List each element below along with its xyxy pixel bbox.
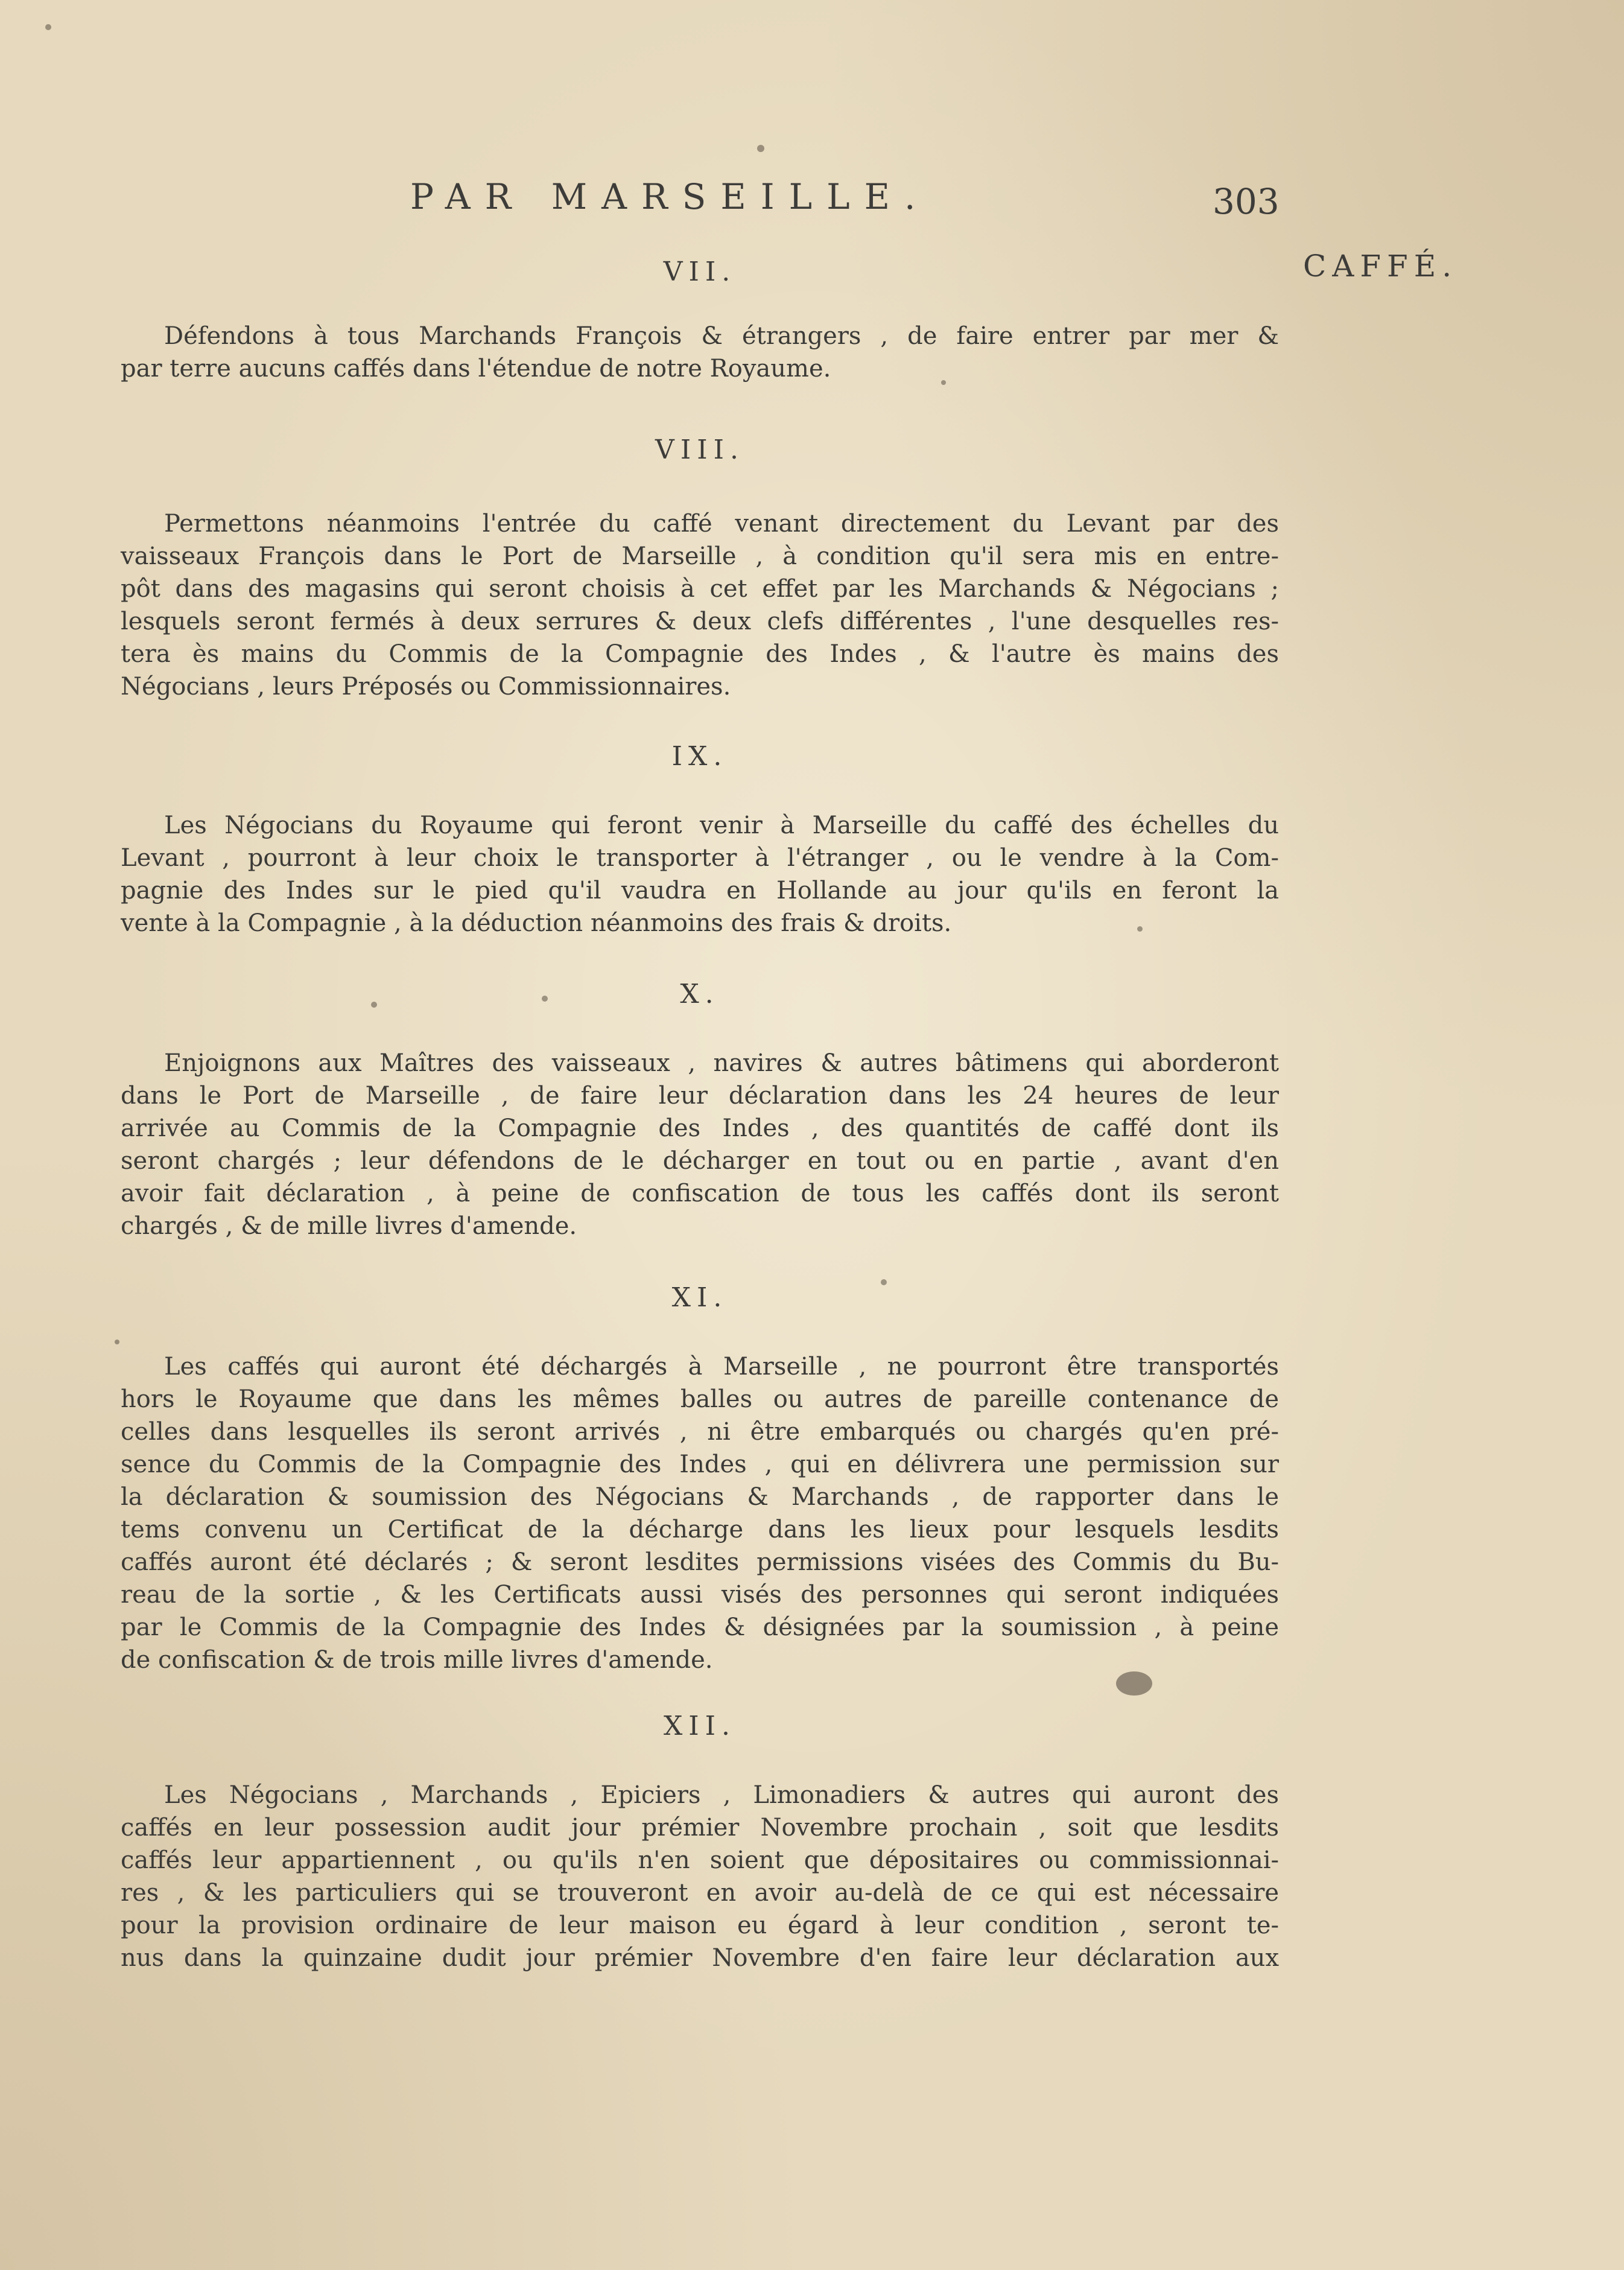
text-line: Défendons à tous Marchands François & étrangers , de faire entrer par mer & <box>164 322 1279 350</box>
text-line: Enjoignons aux Maîtres des vaisseaux , navires & autres bâtimens qui aborderont <box>164 1049 1279 1077</box>
text-line: avoir fait déclaration , à peine de confiscation de tous les caffés dont ils seront <box>121 1180 1279 1207</box>
paper-speck <box>542 996 548 1002</box>
text-line: reau de la sortie , & les Certificats aussi visés des personnes qui seront indiquées <box>121 1581 1279 1609</box>
text-line: vaisseaux François dans le Port de Marseille , à condition qu'il sera mis en entre- <box>121 542 1279 570</box>
text-line: Les Négocians , Marchands , Epiciers , Limonadiers & autres qui auront des <box>164 1781 1279 1809</box>
article-body <box>121 1047 1279 1242</box>
text-line: pour la provision ordinaire de leur maison eu égard à leur condition , seront te- <box>121 1912 1279 1939</box>
article-xii <box>121 1711 1279 1974</box>
article-heading: XI. <box>671 1282 728 1313</box>
article-body <box>121 507 1279 703</box>
text-line: vente à la Compagnie , à la déduction néanmoins des frais & droits. <box>121 909 952 937</box>
text-line: tera ès mains du Commis de la Compagnie des Indes , & l'autre ès mains des <box>121 640 1279 668</box>
text-line: par terre aucuns caffés dans l'étendue de notre Royaume. <box>121 355 831 383</box>
text-line: Négocians , leurs Préposés ou Commissionnaires. <box>121 673 731 701</box>
paper-speck <box>1137 926 1143 932</box>
text-line: caffés en leur possession audit jour prémier Novembre prochain , soit que lesdits <box>121 1814 1279 1842</box>
article-ix <box>121 741 1279 939</box>
running-head: PAR MARSEILLE. <box>410 176 930 217</box>
text-line: arrivée au Commis de la Compagnie des Indes , des quantités de caffé dont ils <box>121 1114 1279 1142</box>
text-line: celles dans lesquelles ils seront arrivés , ni être embarqués ou chargés qu'en pré- <box>121 1418 1279 1446</box>
paper-speck <box>757 145 764 152</box>
text-line: nus dans la quinzaine dudit jour prémier Novembre d'en faire leur déclaration aux <box>121 1944 1279 1972</box>
text-line: dans le Port de Marseille , de faire leur déclaration dans les 24 heures de leur <box>121 1082 1279 1110</box>
text-line: res , & les particuliers qui se trouveront en avoir au-delà de ce qui est nécessaire <box>121 1879 1279 1907</box>
article-heading: VIII. <box>655 434 744 465</box>
text-line: Les caffés qui auront été déchargés à Marseille , ne pourront être transportés <box>164 1353 1279 1381</box>
paper-speck <box>371 1002 377 1008</box>
text-line: tems convenu un Certificat de la décharge dans les lieux pour lesquels lesdits <box>121 1516 1279 1544</box>
text-line: par le Commis de la Compagnie des Indes & désignées par la soumission , à peine <box>121 1613 1279 1641</box>
article-body <box>121 320 1279 385</box>
article-heading: IX. <box>671 741 728 772</box>
text-line: Levant , pourront à leur choix le transporter à l'étranger , ou le vendre à la Com- <box>121 844 1279 872</box>
text-line: caffés auront été déclarés ; & seront lesdites permissions visées des Commis du Bu- <box>121 1548 1279 1576</box>
text-line: Les Négocians du Royaume qui feront venir à Marseille du caffé des échelles du <box>164 812 1279 839</box>
article-x <box>121 979 1279 1242</box>
paper-speck <box>941 380 946 385</box>
text-line: sence du Commis de la Compagnie des Indes , qui en délivrera une permission sur <box>121 1451 1279 1478</box>
article-body <box>121 1779 1279 1974</box>
paper-speck <box>881 1279 887 1285</box>
article-body <box>121 809 1279 939</box>
paper-speck <box>45 24 51 30</box>
page-number: 303 <box>1213 181 1280 222</box>
text-line: la déclaration & soumission des Négocians & Marchands , de rapporter dans le <box>121 1483 1279 1511</box>
article-vii <box>121 256 1279 385</box>
article-xi <box>121 1282 1279 1676</box>
article-heading: XII. <box>663 1711 737 1741</box>
text-line: de confiscation & de trois mille livres d'amende. <box>121 1646 713 1674</box>
article-heading: VII. <box>663 256 737 287</box>
text-line: Permettons néanmoins l'entrée du caffé venant directement du Levant par des <box>164 510 1279 538</box>
text-line: seront chargés ; leur défendons de le décharger en tout ou en partie , avant d'en <box>121 1147 1279 1175</box>
margin-note: CAFFÉ. <box>1303 249 1458 284</box>
paper-stain <box>1116 1671 1152 1696</box>
article-body <box>121 1350 1279 1676</box>
text-line: caffés leur appartiennent , ou qu'ils n'en soient que dépositaires ou commissionnai- <box>121 1846 1279 1874</box>
paper-speck <box>115 1340 119 1344</box>
text-line: hors le Royaume que dans les mêmes balles ou autres de pareille contenance de <box>121 1385 1279 1413</box>
text-line: pagnie des Indes sur le pied qu'il vaudra en Hollande au jour qu'ils en feront la <box>121 877 1279 905</box>
article-heading: X. <box>680 979 720 1009</box>
text-line: chargés , & de mille livres d'amende. <box>121 1212 577 1240</box>
article-viii <box>121 434 1279 703</box>
text-line: pôt dans des magasins qui seront choisis à cet effet par les Marchands & Négocians ; <box>121 575 1279 603</box>
text-line: lesquels seront fermés à deux serrures & deux clefs différentes , l'une desquelles res- <box>121 608 1279 635</box>
